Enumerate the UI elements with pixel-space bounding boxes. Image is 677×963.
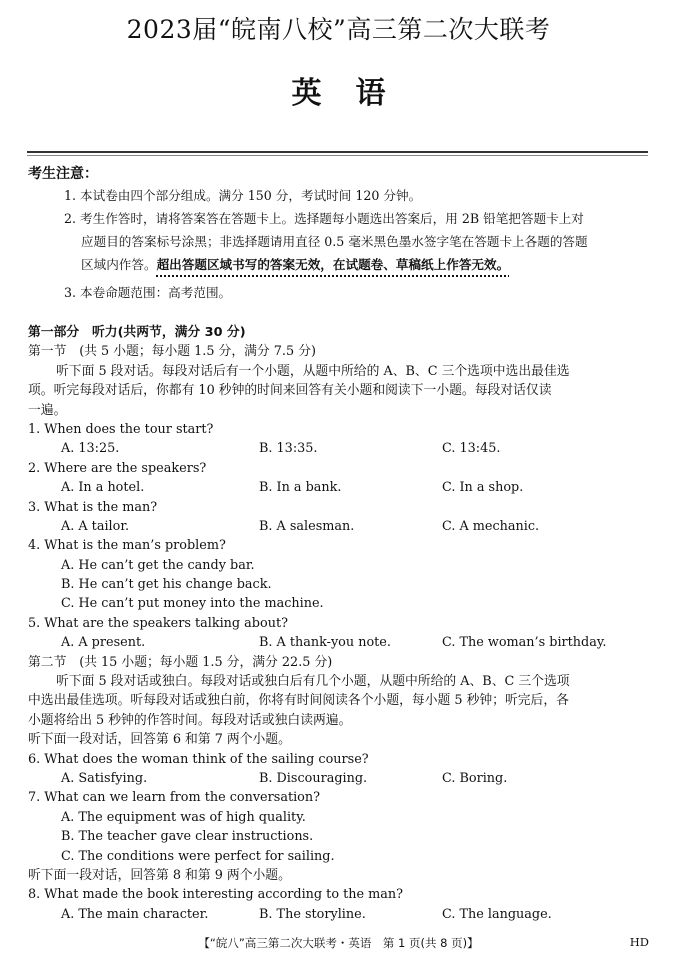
question-3-options [28, 517, 656, 536]
q6-option-a: A. Satisfying. [61, 770, 148, 786]
q3-option-c: C. A mechanic. [442, 518, 540, 534]
q7-option-b: B. The teacher gave clear instructions. [61, 829, 314, 845]
question-6-stem: 6. What does the woman think of the sailing course? [28, 751, 369, 767]
q1-option-a: A. 13:25. [61, 441, 120, 457]
footer-code: HD [629, 935, 649, 949]
q6-option-c: C. Boring. [442, 770, 508, 786]
question-3-stem: 3. What is the man? [28, 499, 158, 515]
notice-item-2-line-1: 2. 考生作答时，请将答案答在答题卡上。选择题每小题选出答案后，用 2B 铅笔把答题卡上对 [64, 211, 584, 226]
q2-option-c: C. In a shop. [442, 480, 524, 496]
page-footer [0, 935, 677, 951]
question-2-stem: 2. Where are the speakers? [28, 460, 207, 476]
question-1-stem: 1. When does the tour start? [28, 421, 214, 437]
lead-questions-8-9: 听下面一段对话，回答第 8 和第 9 两个小题。 [28, 867, 291, 883]
notice-item-2-line-3 [81, 253, 671, 276]
question-8-options [28, 905, 656, 924]
q8-option-c: C. The language. [442, 906, 552, 922]
q1-option-b: B. 13:35. [259, 441, 318, 457]
q1-option-c: C. 13:45. [442, 441, 501, 457]
question-7-stem: 7. What can we learn from the conversation? [28, 790, 320, 806]
subject-title: 英语 [291, 76, 420, 111]
q8-option-b: B. The storyline. [259, 906, 366, 922]
question-5-options [28, 633, 656, 652]
q2-option-a: A. In a hotel. [61, 480, 145, 496]
notice-heading: 考生注意： [28, 166, 98, 182]
q7-option-a: A. The equipment was of high quality. [61, 809, 306, 825]
question-4-stem: 4. What is the man’s problem? [28, 538, 226, 554]
exam-title: 2023届“皖南八校”高三第二次大联考 [126, 15, 551, 44]
notice-item-3: 3. 本卷命题范围：高考范围。 [64, 285, 232, 300]
question-5-stem: 5. What are the speakers talking about? [28, 615, 288, 631]
q2-option-b: B. In a bank. [259, 480, 342, 496]
header-rule-thin [27, 155, 648, 156]
notice-item-2-plain: 区域内作答。 [81, 257, 157, 272]
notice-item-1: 1. 本试卷由四个部分组成。满分 150 分，考试时间 120 分钟。 [64, 188, 422, 203]
q5-option-b: B. A thank-you note. [259, 635, 391, 651]
section2-instructions-3: 小题将给出 5 秒钟的作答时间。每段对话或独白读两遍。 [28, 712, 352, 728]
q3-option-a: A. A tailor. [61, 518, 130, 534]
listening-part [28, 323, 656, 924]
section1-heading: 第一节 (共 5 小题；每小题 1.5 分，满分 7.5 分) [28, 344, 316, 360]
question-6-options [28, 769, 656, 788]
section1-instructions-1: 听下面 5 段对话。每段对话后有一个小题，从题中所给的 A、B、C 三个选项中选出最佳选 [56, 363, 570, 379]
section2-instructions-1: 听下面 5 段对话或独白。每段对话或独白后有几个小题，从题中所给的 A、B、C 三个选项 [56, 674, 570, 690]
lead-questions-6-7: 听下面一段对话，回答第 6 和第 7 两个小题。 [28, 732, 291, 748]
header-rule [27, 151, 648, 153]
notice-item-2-line-2: 应题目的答案标号涂黑；非选择题请用直径 0.5 毫米黑色墨水签字笔在答题卡上各题的答题 [81, 234, 588, 249]
q3-option-b: B. A salesman. [259, 518, 355, 534]
q4-option-a: A. He can’t get the candy bar. [61, 557, 255, 573]
section2-heading: 第二节 (共 15 小题；每小题 1.5 分，满分 22.5 分) [28, 654, 333, 670]
q4-option-b: B. He can’t get his change back. [61, 577, 272, 593]
question-2-options [28, 478, 656, 497]
q5-option-a: A. A present. [61, 635, 146, 651]
q7-option-c: C. The conditions were perfect for sailing. [61, 848, 335, 864]
question-8-stem: 8. What made the book interesting according to the man? [28, 887, 403, 903]
notice-item-2-emphasis: 超出答题区域书写的答案无效，在试题卷、草稿纸上作答无效。 [156, 257, 510, 272]
section1-instructions-3: 一遍。 [28, 402, 67, 418]
q6-option-b: B. Discouraging. [259, 770, 368, 786]
q8-option-a: A. The main character. [61, 906, 209, 922]
section1-instructions-2: 项。听完每段对话后，你都有 10 秒钟的时间来回答有关小题和阅读下一小题。每段对话仅读 [28, 383, 552, 399]
footer-text: 【“皖八”高三第二次大联考・英语 第 1 页(共 8 页)】 [198, 936, 479, 950]
section2-instructions-2: 中选出最佳选项。听每段对话或独白前，你将有时间阅读各个小题，每小题 5 秒钟；听完后，各 [28, 693, 569, 709]
part1-heading: 第一部分 听力(共两节，满分 30 分) [28, 325, 246, 340]
question-1-options [28, 439, 656, 458]
q5-option-c: C. The woman’s birthday. [442, 635, 607, 651]
q4-option-c: C. He can’t put money into the machine. [61, 596, 324, 612]
